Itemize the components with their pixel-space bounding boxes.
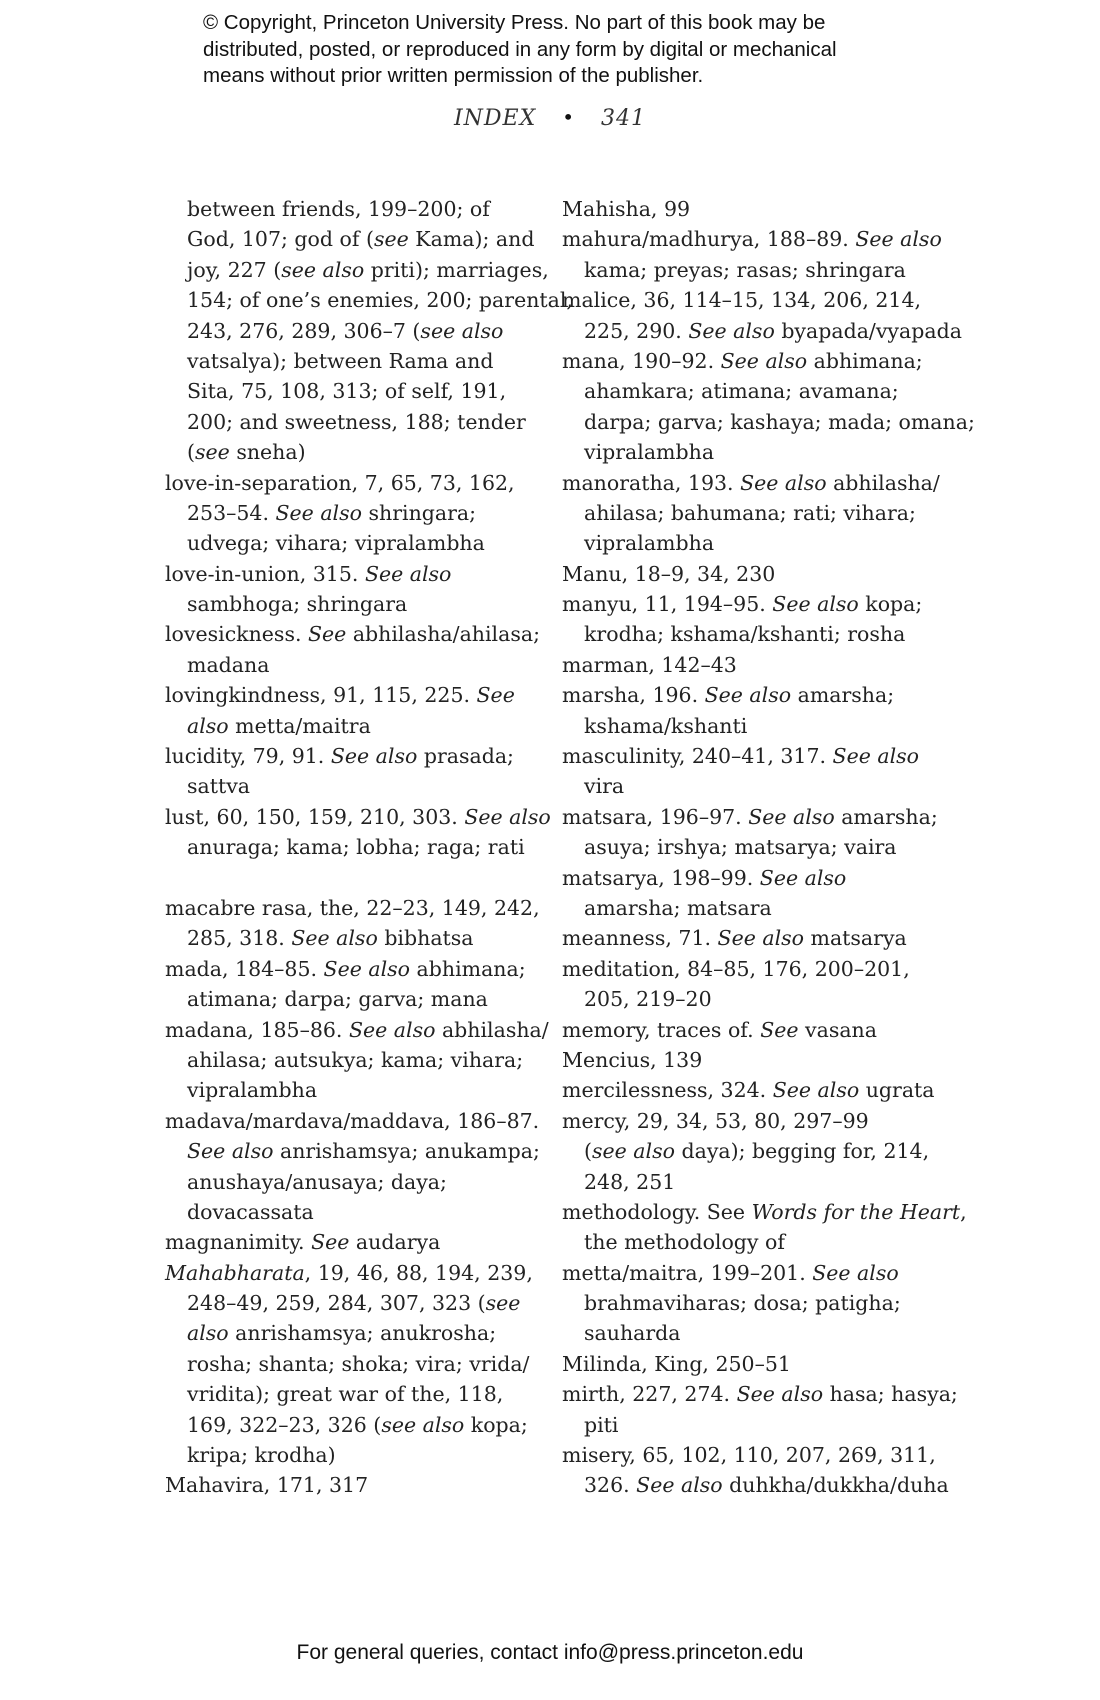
italic-text: See also bbox=[348, 1017, 436, 1042]
index-subline bbox=[562, 619, 962, 649]
index-entry-line bbox=[562, 954, 962, 984]
index-entry-line bbox=[165, 954, 565, 984]
italic-text: See also bbox=[275, 500, 362, 525]
index-subline bbox=[165, 194, 565, 224]
italic-text: See also bbox=[291, 926, 378, 951]
index-entry-line bbox=[562, 1106, 962, 1136]
line-text: marman, 142–43 bbox=[562, 652, 737, 677]
line-text: mahura/madhurya, 188–89. bbox=[562, 227, 856, 252]
index-subline bbox=[165, 1349, 565, 1379]
line-text: madana bbox=[187, 652, 270, 677]
index-entry-line bbox=[562, 194, 962, 224]
index-subline bbox=[165, 832, 565, 862]
index-entry-line bbox=[562, 1045, 962, 1075]
index-subline bbox=[562, 316, 962, 346]
line-text: 205, 219–20 bbox=[584, 987, 712, 1012]
italic-text: See also bbox=[187, 1139, 274, 1164]
index-subline bbox=[562, 255, 962, 285]
line-text: rosha; shanta; shoka; vira; vrida/ bbox=[187, 1351, 530, 1376]
line-text: daya); begging for, 214, bbox=[674, 1139, 930, 1164]
line-text: abhilasha/ bbox=[435, 1017, 549, 1042]
line-text: 154; of one’s enemies, 200; parental, bbox=[187, 288, 573, 313]
line-text: metta/maitra bbox=[228, 713, 371, 738]
line-text: vridita); great war of the, 118, bbox=[187, 1382, 504, 1407]
index-subline bbox=[165, 1167, 565, 1197]
italic-text: See also bbox=[736, 1382, 824, 1407]
index-subline bbox=[562, 1318, 962, 1348]
index-subline bbox=[165, 984, 565, 1014]
index-entry-line bbox=[562, 1075, 962, 1105]
copyright-line: means without prior written permission of the publisher. bbox=[203, 64, 704, 87]
line-text: kama; preyas; rasas; shringara bbox=[584, 257, 906, 282]
index-subline bbox=[165, 1136, 565, 1166]
index-entry-line bbox=[562, 468, 962, 498]
index-subline bbox=[165, 1440, 565, 1470]
italic-text: see bbox=[485, 1291, 521, 1316]
line-text: meditation, 84–85, 176, 200–201, bbox=[562, 956, 910, 981]
italic-text: See also bbox=[832, 744, 919, 769]
line-text: the methodology of bbox=[584, 1230, 785, 1255]
index-subline bbox=[165, 589, 565, 619]
line-text: ugrata bbox=[859, 1078, 935, 1103]
line-text: abhilasha/ahilasa; bbox=[346, 622, 540, 647]
line-text: kopa; bbox=[858, 592, 923, 617]
line-text: Kama); and bbox=[408, 227, 535, 252]
index-entry-line bbox=[562, 802, 962, 832]
line-text: Mahisha, 99 bbox=[562, 197, 691, 221]
line-text: abhimana; bbox=[410, 956, 526, 981]
index-entry-line bbox=[165, 619, 565, 649]
index-column-left bbox=[165, 194, 573, 1501]
line-text: anrishamsya; anukrosha; bbox=[228, 1321, 497, 1346]
index-entry-line bbox=[562, 224, 962, 254]
line-text: priti); marriages, bbox=[364, 257, 549, 282]
italic-text: See also bbox=[330, 744, 418, 769]
index-entry-line bbox=[562, 1440, 962, 1470]
line-text: love-in-separation, 7, 65, 73, 162, bbox=[165, 470, 515, 495]
italic-text: See also bbox=[704, 683, 792, 708]
line-text: malice, 36, 114–15, 134, 206, 214, bbox=[562, 288, 922, 313]
index-subline bbox=[562, 1470, 962, 1500]
index-subline bbox=[165, 498, 565, 528]
italic-text: See also bbox=[748, 804, 835, 829]
line-text: sauhardа bbox=[584, 1321, 681, 1346]
index-subline bbox=[562, 984, 962, 1014]
index-subline bbox=[165, 1197, 565, 1227]
line-text: prasada; bbox=[417, 744, 514, 769]
copyright-notice bbox=[203, 10, 963, 90]
index-subline bbox=[562, 437, 962, 467]
index-entry-line bbox=[165, 1106, 565, 1136]
index-entry-line bbox=[562, 680, 962, 710]
index-subline bbox=[165, 407, 565, 437]
line-text: kshama/kshanti bbox=[584, 713, 748, 738]
index-subline bbox=[165, 1288, 565, 1318]
line-text: metta/maitra, 199–201. bbox=[562, 1260, 813, 1285]
copyright-line: distributed, posted, or reproduced in any form by digital or mechanical bbox=[203, 37, 837, 61]
line-text: mada, 184–85. bbox=[165, 956, 324, 981]
italic-text: See also bbox=[364, 561, 452, 586]
index-entry-line bbox=[165, 741, 565, 771]
line-text: lovingkindness, 91, 115, 225. bbox=[165, 683, 477, 708]
line-text: abhilasha/ bbox=[826, 470, 940, 495]
italic-text: See also bbox=[636, 1473, 723, 1498]
footer-contact: For general queries, contact info@press.princeton.edu bbox=[296, 1641, 804, 1664]
running-head-bullet: • bbox=[562, 105, 576, 129]
italic-text: See also bbox=[759, 865, 847, 890]
line-text: vipralambha bbox=[187, 1078, 318, 1103]
index-entry-line bbox=[562, 589, 962, 619]
line-text: love-in-union, 315. bbox=[165, 561, 365, 586]
line-text: Milinda, King, 250–51 bbox=[562, 1351, 791, 1376]
line-text: atimana; darpa; garva; mana bbox=[187, 987, 488, 1012]
line-text: amarsha; bbox=[791, 683, 895, 708]
index-subline bbox=[562, 1410, 962, 1440]
index-subline bbox=[165, 923, 565, 953]
index-subline bbox=[165, 1075, 565, 1105]
line-text: 243, 276, 289, 306–7 ( bbox=[187, 318, 421, 343]
line-text: vatsalya); between Rama and bbox=[187, 348, 494, 373]
italic-text: See bbox=[308, 622, 347, 647]
line-text: joy, 227 ( bbox=[187, 257, 282, 282]
line-text: anuraga; kama; lobha; raga; rati bbox=[187, 835, 525, 860]
index-entry-line bbox=[165, 893, 565, 923]
italic-text: See bbox=[760, 1017, 799, 1042]
index-subline bbox=[165, 376, 565, 406]
line-text: dovacassata bbox=[187, 1199, 314, 1224]
line-text: vipralambha bbox=[584, 531, 715, 556]
line-text: 326. bbox=[584, 1473, 637, 1498]
line-text: memory, traces of. bbox=[562, 1017, 761, 1042]
index-entry-line bbox=[562, 741, 962, 771]
line-text: mirth, 227, 274. bbox=[562, 1382, 737, 1407]
italic-text: See also bbox=[740, 470, 827, 495]
line-text: ahilasa; autsukya; kama; vihara; bbox=[187, 1047, 524, 1072]
line-text: misery, 65, 102, 110, 207, 269, 311, bbox=[562, 1443, 936, 1468]
line-text: krodha; kshama/kshanti; rosha bbox=[584, 622, 906, 647]
line-text: 253–54. bbox=[187, 500, 276, 525]
line-text: anushaya/anusaya; daya; bbox=[187, 1169, 447, 1194]
index-entry-line bbox=[562, 863, 962, 893]
italic-text: see bbox=[373, 227, 409, 252]
line-text: vipralambha bbox=[584, 440, 715, 465]
index-subline bbox=[165, 711, 565, 741]
index-subline bbox=[165, 224, 565, 254]
line-text: duhkha/dukkha/duha bbox=[722, 1473, 949, 1498]
line-text: vasana bbox=[798, 1017, 877, 1042]
italic-text: Mahabharata bbox=[165, 1260, 305, 1285]
line-text: matsara, 196–97. bbox=[562, 804, 749, 829]
line-text: ahamkara; atimana; avamana; bbox=[584, 379, 899, 404]
index-subline bbox=[165, 1379, 565, 1409]
line-text: 248–49, 259, 284, 307, 323 ( bbox=[187, 1291, 486, 1316]
line-text: manyu, 11, 194–95. bbox=[562, 592, 773, 617]
index-entry-line bbox=[562, 1379, 962, 1409]
index-subline bbox=[165, 285, 573, 315]
line-text: sattva bbox=[187, 774, 251, 799]
line-text: ( bbox=[584, 1139, 592, 1164]
index-entry-line bbox=[165, 1015, 565, 1045]
index-subline bbox=[562, 893, 962, 923]
line-text: Mahavira, 171, 317 bbox=[165, 1473, 369, 1498]
line-text: udvega; vihara; vipralambha bbox=[187, 531, 485, 556]
line-text: manoratha, 193. bbox=[562, 470, 741, 495]
index-subline bbox=[165, 437, 565, 467]
index-entry-line bbox=[562, 285, 962, 315]
line-text: mana, 190–92. bbox=[562, 348, 721, 373]
italic-text: also bbox=[187, 1321, 229, 1346]
index-entry-line bbox=[562, 1015, 962, 1045]
copyright-line: © Copyright, Princeton University Press. No part of this book may be bbox=[203, 11, 826, 34]
index-entry-line bbox=[165, 468, 565, 498]
line-text: Sita, 75, 108, 313; of self, 191, bbox=[187, 379, 507, 404]
index-entry-line bbox=[562, 1197, 967, 1227]
line-text: lust, 60, 150, 159, 210, 303. bbox=[165, 804, 465, 829]
line-text: between friends, 199–200; of bbox=[187, 197, 490, 221]
italic-text: See also bbox=[323, 956, 411, 981]
index-entry-line bbox=[165, 680, 565, 710]
page-number: 341 bbox=[601, 106, 647, 131]
line-text: marsha, 196. bbox=[562, 683, 705, 708]
italic-text: see also bbox=[592, 1139, 675, 1164]
italic-text: Words for the Heart bbox=[751, 1199, 961, 1224]
index-column-right bbox=[562, 194, 975, 1501]
running-head-title: INDEX bbox=[453, 106, 537, 131]
index-subline bbox=[562, 1167, 962, 1197]
line-text: macabre rasa, the, 22–23, 149, 242, bbox=[165, 895, 540, 920]
line-text: mercilessness, 324. bbox=[562, 1078, 773, 1103]
index-subline bbox=[165, 650, 565, 680]
line-text: amarsha; bbox=[834, 804, 938, 829]
line-text: mercy, 29, 34, 53, 80, 297–99 bbox=[562, 1108, 869, 1133]
index-entry-line bbox=[165, 1470, 565, 1500]
line-text: , 19, 46, 88, 194, 239, bbox=[304, 1260, 533, 1285]
line-text: madava/mardava/maddava, 186–87. bbox=[165, 1108, 540, 1133]
italic-text: See also bbox=[688, 318, 775, 343]
line-text: bibhatsa bbox=[377, 926, 474, 951]
index-subline bbox=[562, 1136, 962, 1166]
index-entry-line bbox=[165, 1227, 565, 1257]
index-subline bbox=[165, 346, 565, 376]
line-text: ahilasa; bahumana; rati; vihara; bbox=[584, 500, 916, 525]
italic-text: See bbox=[311, 1230, 350, 1255]
line-text: 285, 318. bbox=[187, 926, 292, 951]
index-entry-line bbox=[165, 559, 565, 589]
index-subline bbox=[562, 376, 962, 406]
index-subline bbox=[165, 1410, 565, 1440]
index-subline bbox=[562, 528, 962, 558]
line-text: hasa; hasya; bbox=[823, 1382, 958, 1407]
italic-text: see also bbox=[281, 257, 365, 282]
line-text: abhimana; bbox=[807, 348, 923, 373]
index-subline bbox=[165, 316, 565, 346]
index-subline bbox=[562, 1227, 962, 1257]
line-text: amarsha; matsara bbox=[584, 895, 772, 920]
index-subline bbox=[165, 1318, 565, 1348]
line-text: kripa; krodha) bbox=[187, 1443, 336, 1468]
line-text: byapada/vyapada bbox=[774, 318, 962, 343]
italic-text: See also bbox=[772, 1078, 860, 1103]
italic-text: See also bbox=[812, 1260, 899, 1285]
italic-text: See also bbox=[717, 926, 804, 951]
line-text: brahmaviharas; dosa; patigha; bbox=[584, 1291, 901, 1316]
index-subline bbox=[562, 498, 962, 528]
line-text: lucidity, 79, 91. bbox=[165, 744, 331, 769]
index-entry-line bbox=[562, 559, 962, 589]
index-entry-line bbox=[562, 923, 962, 953]
italic-text: see also bbox=[381, 1412, 465, 1437]
italic-text: also bbox=[187, 713, 229, 738]
line-text: God, 107; god of ( bbox=[187, 227, 374, 252]
line-text: 169, 322–23, 326 ( bbox=[187, 1412, 382, 1437]
section-gap bbox=[165, 863, 565, 893]
line-text: kopa; bbox=[464, 1412, 528, 1437]
italic-text: see bbox=[195, 440, 230, 465]
line-text: methodology. See bbox=[562, 1199, 752, 1224]
line-text: madana, 185–86. bbox=[165, 1017, 349, 1042]
italic-text: See also bbox=[772, 592, 859, 617]
line-text: sneha) bbox=[229, 440, 306, 465]
line-text: audarya bbox=[349, 1230, 441, 1255]
index-subline bbox=[562, 832, 962, 862]
line-text: anrishamsya; anukampa; bbox=[273, 1139, 540, 1164]
index-subline bbox=[165, 1045, 565, 1075]
line-text: Manu, 18–9, 34, 230 bbox=[562, 561, 776, 586]
index-subline bbox=[165, 255, 565, 285]
line-text: matsarya, 198–99. bbox=[562, 865, 760, 890]
line-text: Mencius, 139 bbox=[562, 1047, 703, 1072]
index-subline bbox=[562, 771, 962, 801]
italic-text: see also bbox=[420, 318, 504, 343]
line-text: 248, 251 bbox=[584, 1169, 676, 1194]
index-entry-line bbox=[562, 1349, 962, 1379]
italic-text: See bbox=[476, 683, 515, 708]
line-text: darpa; garva; kashaya; mada; omana; bbox=[584, 409, 975, 434]
index-subline bbox=[165, 771, 565, 801]
index-subline bbox=[562, 407, 975, 437]
running-head bbox=[0, 106, 1100, 131]
line-text: 200; and sweetness, 188; tender bbox=[187, 409, 526, 434]
index-entry-line bbox=[562, 1258, 962, 1288]
line-text: vira bbox=[584, 774, 625, 799]
index-entry-line bbox=[562, 346, 962, 376]
italic-text: See also bbox=[720, 348, 808, 373]
index-entry-line bbox=[165, 1258, 565, 1288]
index-subline bbox=[562, 1288, 962, 1318]
italic-text: See also bbox=[464, 804, 551, 829]
line-text: lovesickness. bbox=[165, 622, 308, 647]
line-text: matsarya bbox=[804, 926, 907, 951]
line-text: 225, 290. bbox=[584, 318, 689, 343]
line-text: meanness, 71. bbox=[562, 926, 718, 951]
index-entry-line bbox=[562, 650, 962, 680]
line-text: masculinity, 240–41, 317. bbox=[562, 744, 833, 769]
line-text: sambhoga; shringara bbox=[187, 592, 408, 617]
line-text: ( bbox=[187, 440, 195, 465]
index-subline bbox=[562, 711, 962, 741]
index-entry-line bbox=[165, 802, 565, 832]
line-text: asuya; irshya; matsarya; vaira bbox=[584, 835, 897, 860]
italic-text: See also bbox=[855, 227, 942, 252]
line-text: magnanimity. bbox=[165, 1230, 312, 1255]
line-text: piti bbox=[584, 1412, 619, 1437]
line-text: shringara; bbox=[361, 500, 477, 525]
index-subline bbox=[165, 528, 565, 558]
line-text: , bbox=[960, 1199, 967, 1224]
